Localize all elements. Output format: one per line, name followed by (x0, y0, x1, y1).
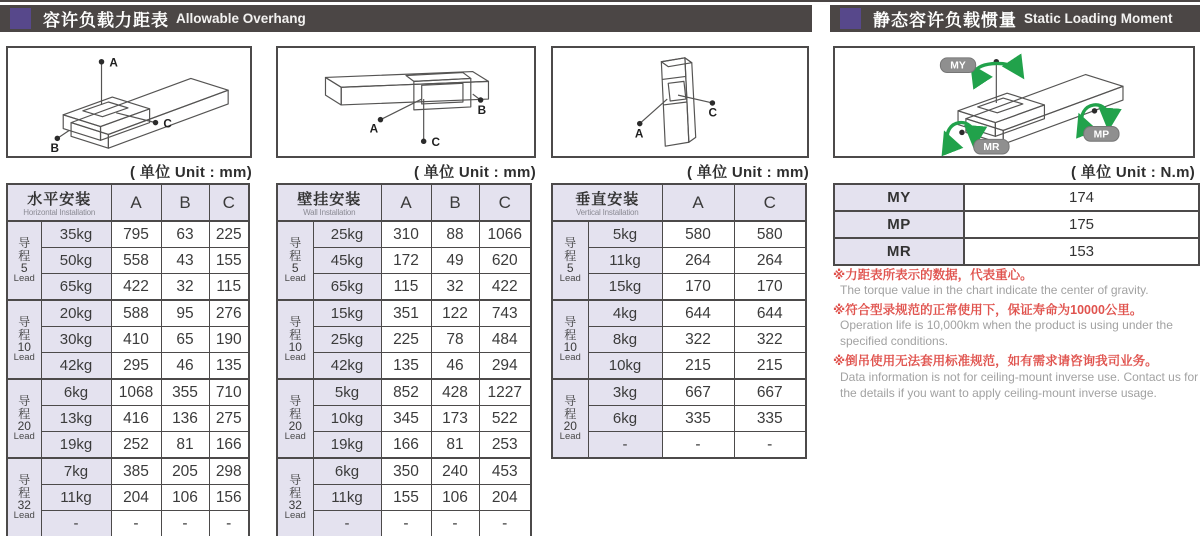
column-header-c: C (479, 184, 531, 221)
load-cell: 10kg (313, 406, 381, 432)
section-title-zh: 容许负载力距表 (43, 11, 169, 30)
table-row (7, 300, 249, 327)
load-cell: - (313, 511, 381, 536)
value-cell: 264 (662, 248, 734, 274)
vertical-table-container (551, 183, 807, 459)
load-cell: 15kg (313, 300, 381, 327)
table-row (552, 379, 806, 406)
static-moment-diagram (833, 46, 1195, 158)
table-row (277, 274, 531, 301)
lead-line: Lead (13, 431, 35, 442)
wall-rail-drawing (278, 48, 534, 156)
value-cell: 416 (111, 406, 161, 432)
section-header-allowable-overhang (0, 5, 812, 32)
value-cell: - (431, 511, 479, 536)
note-zh: ※倒吊使用无法套用标准规范，如有需求请咨询我司业务。 (833, 354, 1158, 369)
lead-line: Lead (13, 510, 35, 521)
installation-title-en: Horizontal Installation (23, 208, 96, 217)
value-cell: 350 (381, 458, 431, 485)
lead-line: 导 (289, 394, 302, 409)
lead-line: Lead (559, 273, 581, 284)
load-cell: 42kg (41, 353, 111, 380)
unit-label-mm: ( 单位 Unit : mm) (130, 164, 252, 181)
value-cell: - (209, 511, 249, 536)
value-cell: 225 (381, 327, 431, 353)
lead-cell (277, 300, 313, 379)
top-divider (0, 0, 1200, 2)
table-row (277, 458, 531, 485)
moment-label-mr: MR (834, 238, 964, 265)
header-row (277, 184, 531, 221)
horizontal-installation-diagram (6, 46, 252, 158)
static-loading-moment-table (833, 183, 1200, 266)
load-cell: 6kg (313, 458, 381, 485)
value-cell: 115 (209, 274, 249, 301)
value-cell: 385 (111, 458, 161, 485)
value-cell: 428 (431, 379, 479, 406)
wall-installation-diagram (276, 46, 536, 158)
table-row (7, 458, 249, 485)
load-cell: 5kg (588, 221, 662, 248)
load-cell: 3kg (588, 379, 662, 406)
overhang-table-horizontal (6, 183, 250, 536)
note-item (833, 353, 1200, 401)
table-row (552, 353, 806, 380)
lead-line: 10 (17, 339, 31, 354)
load-cell: - (588, 432, 662, 459)
value-cell: 276 (209, 300, 249, 327)
value-cell: 620 (479, 248, 531, 274)
value-cell: 264 (734, 248, 806, 274)
lead-line: 导 (564, 236, 577, 251)
lead-line: Lead (284, 273, 306, 284)
header-row (552, 184, 806, 221)
moment-value-my: 174 (964, 184, 1199, 211)
lead-line: 导 (18, 473, 31, 488)
load-cell: 42kg (313, 353, 381, 380)
value-cell: - (479, 511, 531, 536)
horizontal-rail-drawing (8, 48, 250, 156)
table-row (552, 300, 806, 327)
lead-line: 导 (18, 315, 31, 330)
note-item (833, 302, 1200, 350)
lead-cell (277, 379, 313, 458)
value-cell: 580 (734, 221, 806, 248)
value-cell: 166 (209, 432, 249, 459)
table-row (277, 248, 531, 274)
load-cell: 50kg (41, 248, 111, 274)
load-cell: 65kg (313, 274, 381, 301)
header-row (7, 184, 249, 221)
installation-title-zh: 水平安装 (27, 191, 92, 208)
lead-cell (552, 379, 588, 458)
value-cell: 644 (662, 300, 734, 327)
moment-label-mp: MP (834, 211, 964, 238)
value-cell: 588 (111, 300, 161, 327)
value-cell: 88 (431, 221, 479, 248)
load-cell: 6kg (41, 379, 111, 406)
lead-line: 导 (18, 394, 31, 409)
lead-line: 导 (289, 473, 302, 488)
column-header-b: B (431, 184, 479, 221)
load-cell: 30kg (41, 327, 111, 353)
value-cell: 484 (479, 327, 531, 353)
lead-line: 32 (17, 497, 31, 512)
table-row (834, 238, 1199, 265)
wall-table-container (276, 183, 532, 536)
point-c-label: C (163, 117, 172, 131)
value-cell: 322 (662, 327, 734, 353)
lead-line: 导 (564, 315, 577, 330)
table-row (277, 300, 531, 327)
installation-title-zh: 垂直安装 (575, 191, 640, 208)
value-cell: 852 (381, 379, 431, 406)
installation-title-cell (552, 184, 662, 221)
load-cell: 13kg (41, 406, 111, 432)
load-cell: 11kg (41, 485, 111, 511)
value-cell: - (662, 432, 734, 459)
value-cell: 644 (734, 300, 806, 327)
value-cell: 170 (734, 274, 806, 301)
table-row (552, 248, 806, 274)
value-cell: 95 (161, 300, 209, 327)
installation-title-zh: 壁挂安装 (297, 191, 362, 208)
load-cell: 11kg (588, 248, 662, 274)
load-cell: 15kg (588, 274, 662, 301)
lead-cell (7, 221, 41, 300)
lead-line: Lead (13, 352, 35, 363)
lead-line: 5 (291, 260, 299, 275)
my-label: MY (950, 60, 966, 72)
unit-label-nm: ( 单位 Unit : N.m) (1071, 164, 1195, 181)
table-row (7, 406, 249, 432)
note-item (833, 267, 1200, 299)
moment-value-mp: 175 (964, 211, 1199, 238)
column-header-a: A (111, 184, 161, 221)
table-row (7, 432, 249, 459)
column-header-b: B (161, 184, 209, 221)
load-cell: 10kg (588, 353, 662, 380)
lead-line: 5 (566, 260, 574, 275)
value-cell: 275 (209, 406, 249, 432)
value-cell: 204 (111, 485, 161, 511)
table-row (277, 353, 531, 380)
point-b-label: B (50, 142, 59, 156)
value-cell: 322 (734, 327, 806, 353)
value-cell: 253 (479, 432, 531, 459)
value-cell: - (111, 511, 161, 536)
value-cell: 65 (161, 327, 209, 353)
table-row (552, 432, 806, 459)
value-cell: 743 (479, 300, 531, 327)
value-cell: 667 (662, 379, 734, 406)
value-cell: 522 (479, 406, 531, 432)
lead-line: Lead (559, 431, 581, 442)
lead-line: 程 (289, 327, 302, 342)
value-cell: 135 (381, 353, 431, 380)
value-cell: 225 (209, 221, 249, 248)
table-row (277, 221, 531, 248)
load-cell: 20kg (41, 300, 111, 327)
lead-line: 导 (18, 236, 31, 251)
lead-line: 程 (289, 406, 302, 421)
installation-title-en: Vertical Installation (575, 208, 639, 217)
lead-line: 20 (563, 418, 577, 433)
unit-label-mm: ( 单位 Unit : mm) (414, 164, 536, 181)
load-cell: 8kg (588, 327, 662, 353)
table-row (7, 327, 249, 353)
value-cell: 422 (479, 274, 531, 301)
value-cell: 667 (734, 379, 806, 406)
load-cell: 65kg (41, 274, 111, 301)
lead-line: Lead (284, 352, 306, 363)
load-cell: 19kg (41, 432, 111, 459)
table-row (7, 379, 249, 406)
table-row (7, 511, 249, 536)
table-row (277, 511, 531, 536)
value-cell: 252 (111, 432, 161, 459)
value-cell: 155 (381, 485, 431, 511)
footnotes (833, 264, 1200, 402)
purple-square-marker (840, 8, 861, 29)
load-cell: 35kg (41, 221, 111, 248)
column-header-c: C (209, 184, 249, 221)
value-cell: 1066 (479, 221, 531, 248)
load-cell: 19kg (313, 432, 381, 459)
overhang-table-wall (276, 183, 532, 536)
value-cell: 294 (479, 353, 531, 380)
horizontal-table-container (6, 183, 250, 536)
lead-line: 程 (289, 485, 302, 500)
value-cell: 240 (431, 458, 479, 485)
purple-square-marker (10, 8, 31, 29)
value-cell: 335 (734, 406, 806, 432)
installation-title-en: Wall Installation (303, 208, 356, 217)
note-en: The torque value in the chart indicate the center of gravity. (840, 283, 1149, 298)
vertical-rail-drawing (553, 48, 807, 156)
value-cell: 173 (431, 406, 479, 432)
table-row (7, 274, 249, 301)
column-header-a: A (381, 184, 431, 221)
table-row (277, 432, 531, 459)
lead-cell (7, 458, 41, 536)
lead-cell (277, 221, 313, 300)
value-cell: 355 (161, 379, 209, 406)
point-c-label: C (708, 106, 717, 120)
lead-line: 程 (18, 485, 31, 500)
value-cell: 453 (479, 458, 531, 485)
load-cell: 25kg (313, 327, 381, 353)
lead-line: 5 (20, 260, 28, 275)
lead-line: 20 (17, 418, 31, 433)
load-cell: 11kg (313, 485, 381, 511)
value-cell: 81 (431, 432, 479, 459)
lead-line: Lead (559, 352, 581, 363)
table-row (277, 379, 531, 406)
load-cell: 5kg (313, 379, 381, 406)
value-cell: 172 (381, 248, 431, 274)
value-cell: 49 (431, 248, 479, 274)
point-a-label: A (109, 56, 118, 70)
point-a-label: A (634, 127, 644, 141)
value-cell: 710 (209, 379, 249, 406)
table-row (834, 211, 1199, 238)
lead-line: 10 (563, 339, 577, 354)
installation-title-cell (277, 184, 381, 221)
lead-cell (552, 300, 588, 379)
value-cell: 795 (111, 221, 161, 248)
point-b-label: B (477, 103, 487, 117)
section-title-zh: 静态容许负载惯量 (873, 11, 1017, 30)
load-cell: 45kg (313, 248, 381, 274)
lead-line: 程 (564, 248, 577, 263)
lead-line: 10 (288, 339, 302, 354)
vertical-installation-diagram (551, 46, 809, 158)
table-row (277, 485, 531, 511)
lead-line: 导 (289, 315, 302, 330)
value-cell: 410 (111, 327, 161, 353)
lead-line: 20 (288, 418, 302, 433)
section-header-static-loading-moment (830, 5, 1200, 32)
table-row (7, 485, 249, 511)
load-cell: - (41, 511, 111, 536)
lead-line: 导 (289, 236, 302, 251)
value-cell: 215 (662, 353, 734, 380)
value-cell: 135 (209, 353, 249, 380)
value-cell: 32 (161, 274, 209, 301)
value-cell: 32 (431, 274, 479, 301)
value-cell: 170 (662, 274, 734, 301)
value-cell: 81 (161, 432, 209, 459)
value-cell: 155 (209, 248, 249, 274)
table-row (552, 406, 806, 432)
value-cell: 215 (734, 353, 806, 380)
column-header-a: A (662, 184, 734, 221)
value-cell: 156 (209, 485, 249, 511)
value-cell: 204 (479, 485, 531, 511)
lead-line: 程 (18, 406, 31, 421)
value-cell: 43 (161, 248, 209, 274)
value-cell: - (161, 511, 209, 536)
table-row (7, 248, 249, 274)
value-cell: 345 (381, 406, 431, 432)
installation-title-cell (7, 184, 111, 221)
lead-line: Lead (13, 273, 35, 284)
value-cell: 298 (209, 458, 249, 485)
table-row (277, 327, 531, 353)
value-cell: 580 (662, 221, 734, 248)
lead-cell (552, 221, 588, 300)
lead-line: 程 (564, 406, 577, 421)
lead-cell (7, 379, 41, 458)
table-row (7, 353, 249, 380)
table-row (552, 274, 806, 301)
value-cell: 351 (381, 300, 431, 327)
value-cell: 558 (111, 248, 161, 274)
lead-line: Lead (284, 431, 306, 442)
table-row (552, 221, 806, 248)
section-title-en: Static Loading Moment (1024, 11, 1173, 26)
value-cell: 78 (431, 327, 479, 353)
load-cell: 25kg (313, 221, 381, 248)
value-cell: 136 (161, 406, 209, 432)
point-a-label: A (369, 122, 379, 136)
value-cell: - (734, 432, 806, 459)
value-cell: 106 (161, 485, 209, 511)
value-cell: 46 (431, 353, 479, 380)
mp-label: MP (1093, 129, 1110, 141)
moment-value-mr: 153 (964, 238, 1199, 265)
value-cell: 106 (431, 485, 479, 511)
overhang-table-vertical (551, 183, 807, 459)
lead-line: 程 (564, 327, 577, 342)
value-cell: - (381, 511, 431, 536)
value-cell: 295 (111, 353, 161, 380)
lead-cell (277, 458, 313, 536)
value-cell: 190 (209, 327, 249, 353)
value-cell: 310 (381, 221, 431, 248)
mr-label: MR (983, 142, 1000, 154)
point-c-label: C (431, 136, 441, 150)
unit-label-mm: ( 单位 Unit : mm) (687, 164, 809, 181)
moment-label-my: MY (834, 184, 964, 211)
table-row (552, 327, 806, 353)
table-row (277, 406, 531, 432)
column-header-c: C (734, 184, 806, 221)
section-title-en: Allowable Overhang (176, 11, 306, 26)
value-cell: 205 (161, 458, 209, 485)
value-cell: 422 (111, 274, 161, 301)
lead-line: 程 (289, 248, 302, 263)
load-cell: 7kg (41, 458, 111, 485)
table-row (834, 184, 1199, 211)
note-zh: ※符合型录规范的正常使用下，保证寿命为10000公里。 (833, 303, 1143, 318)
value-cell: 63 (161, 221, 209, 248)
lead-line: 导 (564, 394, 577, 409)
value-cell: 335 (662, 406, 734, 432)
value-cell: 1068 (111, 379, 161, 406)
note-en: Data information is not for ceiling-mount inverse use. Contact us for the details if you want to apply ceiling-mount inverse usage. (840, 369, 1199, 400)
value-cell: 166 (381, 432, 431, 459)
value-cell: 122 (431, 300, 479, 327)
table-row (7, 221, 249, 248)
note-zh: ※力距表所表示的数据，代表重心。 (833, 268, 1033, 282)
lead-line: Lead (284, 510, 306, 521)
lead-line: 32 (288, 497, 302, 512)
lead-cell (7, 300, 41, 379)
load-cell: 4kg (588, 300, 662, 327)
value-cell: 115 (381, 274, 431, 301)
value-cell: 46 (161, 353, 209, 380)
value-cell: 1227 (479, 379, 531, 406)
note-en: Operation life is 10,000km when the product is using under the specified conditions. (840, 318, 1173, 349)
lead-line: 程 (18, 248, 31, 263)
moment-rail-drawing (835, 48, 1193, 156)
load-cell: 6kg (588, 406, 662, 432)
lead-line: 程 (18, 327, 31, 342)
